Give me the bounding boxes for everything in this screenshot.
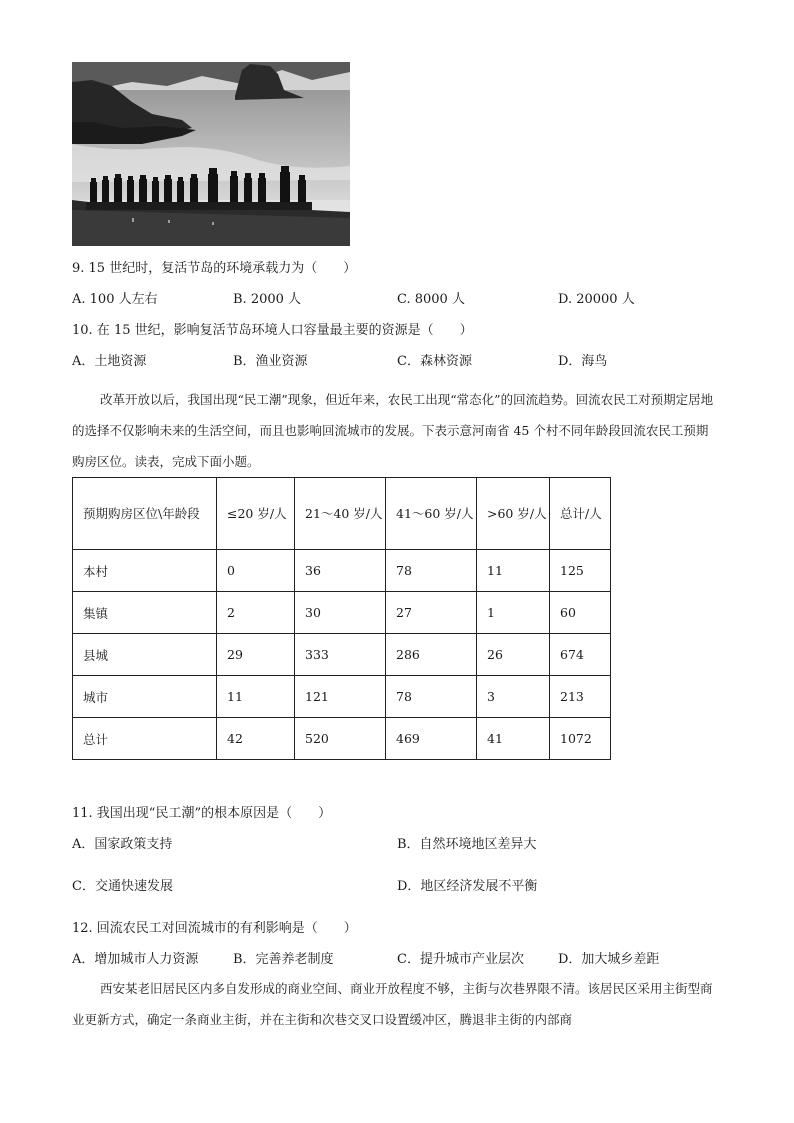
easter-island-moai-photo <box>72 62 350 246</box>
passage-2-text: 西安某老旧居民区内多自发形成的商业空间、商业开放程度不够，主街与次巷界限不清。该居民区采用主街型商业更新方式，确定一条商业主街，并在主街和次巷交叉口设置缓冲区，腾退非主街的内部商 <box>72 981 713 1027</box>
table-header-row <box>73 478 611 550</box>
table-cell: 1072 <box>550 718 611 760</box>
table-row <box>73 676 611 718</box>
table-cell: 121 <box>295 676 386 718</box>
q9-option-d[interactable]: D. 20000 人 <box>558 292 635 307</box>
table-cell: 1 <box>477 592 550 634</box>
q10-option-d[interactable]: D．海鸟 <box>558 354 608 369</box>
table-row <box>73 718 611 760</box>
q10-option-b[interactable]: B．渔业资源 <box>233 354 308 369</box>
moai-photo-graphic <box>72 62 350 246</box>
q9-option-c[interactable]: C. 8000 人 <box>397 292 465 307</box>
table-row <box>73 634 611 676</box>
table-cell: 520 <box>295 718 386 760</box>
table-cell: 11 <box>477 550 550 592</box>
q12-option-a[interactable]: A．增加城市人力资源 <box>72 952 199 967</box>
q9-option-a[interactable]: A. 100 人左右 <box>72 292 158 307</box>
table-cell: 11 <box>217 676 295 718</box>
table-cell: 城市 <box>73 676 217 718</box>
table-row <box>73 592 611 634</box>
passage-migrant-workers <box>72 384 720 477</box>
question-11-stem: 11. 我国出现“民工潮”的根本原因是（ ） <box>72 806 332 821</box>
q12-option-b[interactable]: B．完善养老制度 <box>233 952 334 967</box>
housing-location-table <box>72 477 611 760</box>
table-cell: 27 <box>386 592 477 634</box>
table-header-cell: 预期购房区位\年龄段 <box>73 478 217 550</box>
table-header-cell: 21～40 岁/人 <box>295 478 386 550</box>
table-cell: 29 <box>217 634 295 676</box>
table-header-cell: ≤20 岁/人 <box>217 478 295 550</box>
table-row <box>73 550 611 592</box>
table-cell: 2 <box>217 592 295 634</box>
question-10-stem: 10. 在 15 世纪，影响复活节岛环境人口容量最主要的资源是（ ） <box>72 323 473 338</box>
q11-option-c[interactable]: C．交通快速发展 <box>72 879 173 894</box>
table-cell: 42 <box>217 718 295 760</box>
table-cell: 总计 <box>73 718 217 760</box>
table-cell: 333 <box>295 634 386 676</box>
table-header-cell: >60 岁/人 <box>477 478 550 550</box>
passage-1-text: 改革开放以后，我国出现“民工潮”现象，但近年来，农民工出现“常态化”的回流趋势。回流农民工对预期定居地的选择不仅影响未来的生活空间，而且也影响回流城市的发展。下表示意河南省 45 个村不同年龄段回流农民工预期购房区位。读表，完成下面小题。 <box>72 392 714 469</box>
table-header-cell: 总计/人 <box>550 478 611 550</box>
table-cell: 60 <box>550 592 611 634</box>
q11-option-d[interactable]: D．地区经济发展不平衡 <box>397 879 538 894</box>
table-cell: 集镇 <box>73 592 217 634</box>
table-cell: 县城 <box>73 634 217 676</box>
table-cell: 286 <box>386 634 477 676</box>
table-cell: 本村 <box>73 550 217 592</box>
question-12-stem: 12. 回流农民工对回流城市的有利影响是（ ） <box>72 921 357 936</box>
table-header-cell: 41～60 岁/人 <box>386 478 477 550</box>
q12-option-d[interactable]: D．加大城乡差距 <box>558 952 660 967</box>
q11-option-a[interactable]: A．国家政策支持 <box>72 837 173 852</box>
q10-option-c[interactable]: C．森林资源 <box>397 354 472 369</box>
table-cell: 41 <box>477 718 550 760</box>
passage-xian-residential <box>72 973 720 1035</box>
q11-option-b[interactable]: B．自然环境地区差异大 <box>397 837 537 852</box>
table-cell: 0 <box>217 550 295 592</box>
table-cell: 469 <box>386 718 477 760</box>
question-9-stem: 9. 15 世纪时，复活节岛的环境承载力为（ ） <box>72 261 357 276</box>
table-cell: 78 <box>386 550 477 592</box>
table-cell: 674 <box>550 634 611 676</box>
table-cell: 26 <box>477 634 550 676</box>
table-cell: 213 <box>550 676 611 718</box>
q9-option-b[interactable]: B. 2000 人 <box>233 292 302 307</box>
q10-option-a[interactable]: A．土地资源 <box>72 354 147 369</box>
table-cell: 125 <box>550 550 611 592</box>
table-cell: 30 <box>295 592 386 634</box>
table-cell: 36 <box>295 550 386 592</box>
table-cell: 3 <box>477 676 550 718</box>
q12-option-c[interactable]: C．提升城市产业层次 <box>397 952 524 967</box>
table-cell: 78 <box>386 676 477 718</box>
